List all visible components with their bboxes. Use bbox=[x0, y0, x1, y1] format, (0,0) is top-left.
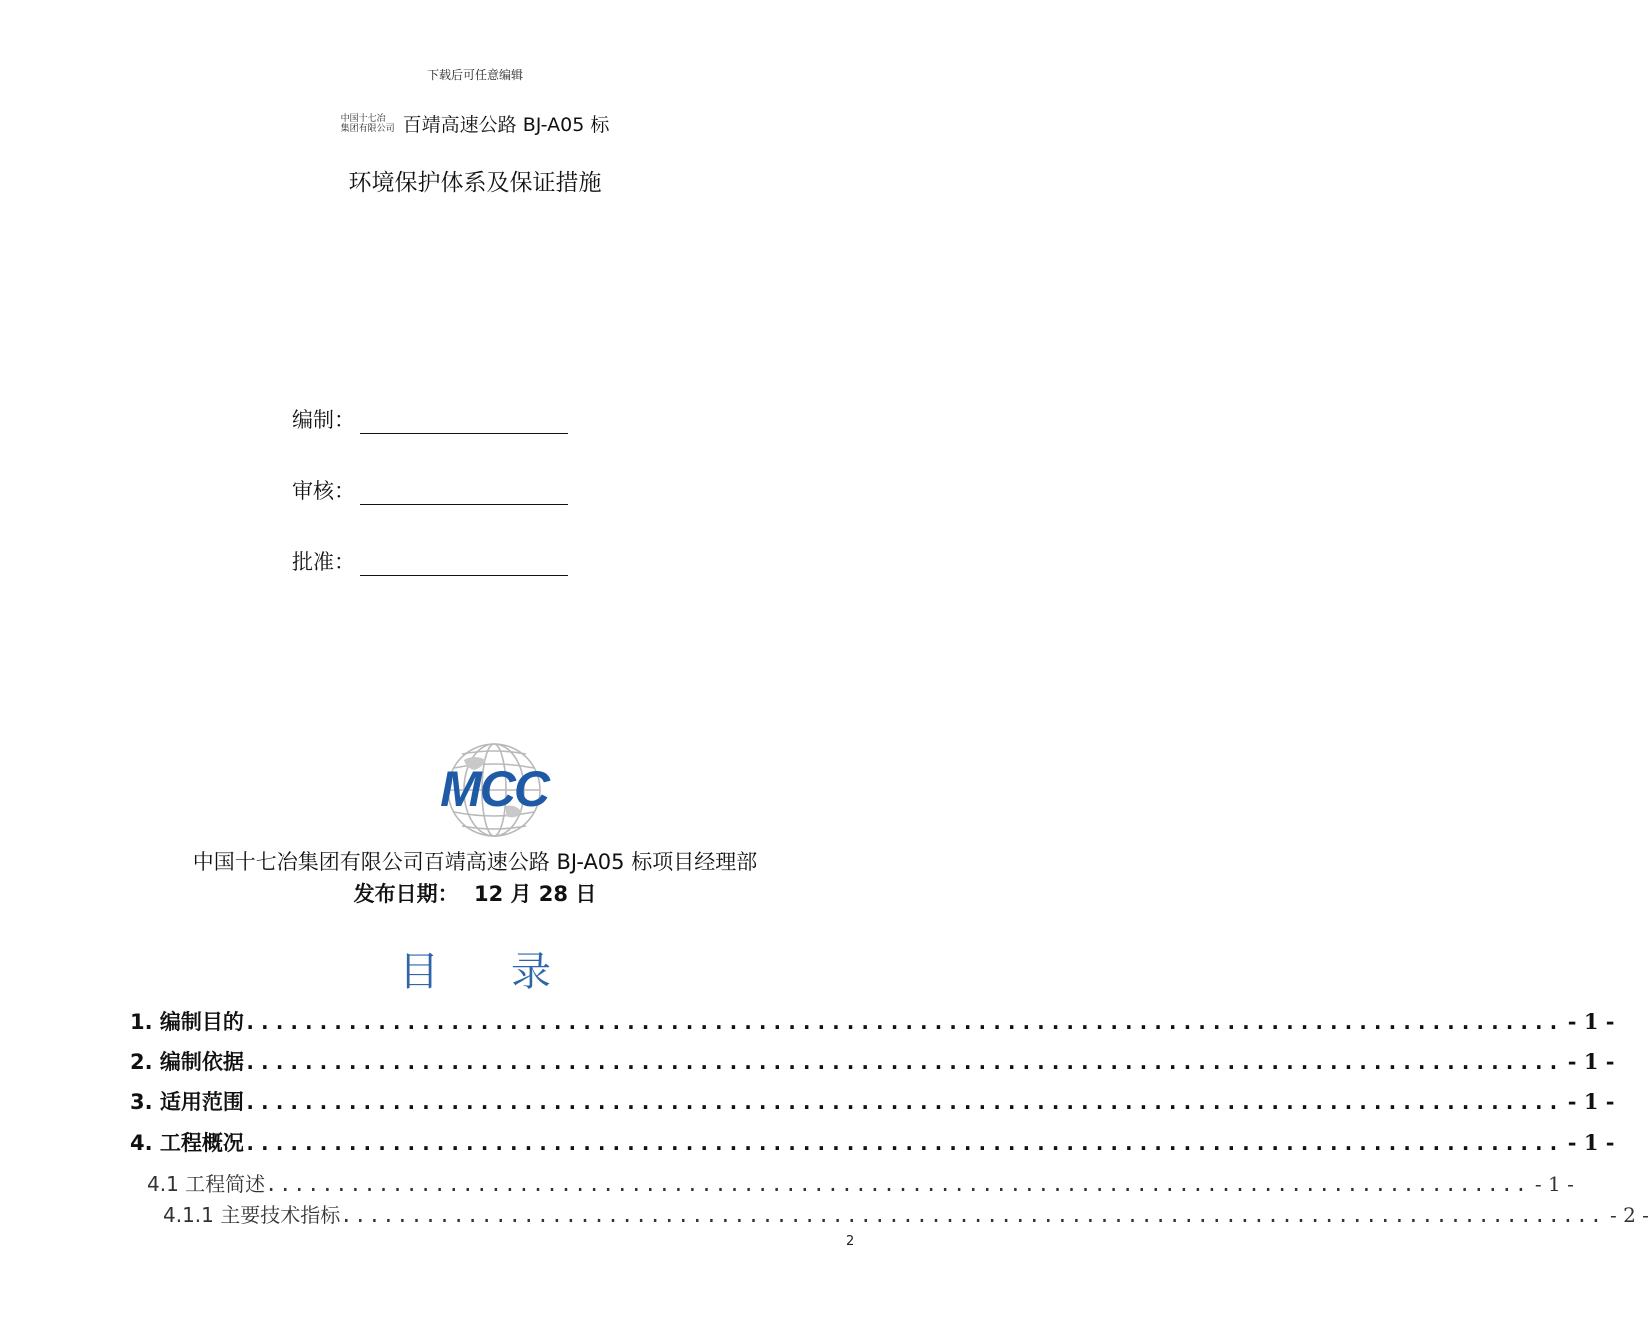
toc-entry[interactable] bbox=[130, 1046, 1615, 1076]
document-title: 环境保护体系及保证措施 bbox=[348, 170, 602, 196]
toc-entry-page: - 1 - bbox=[1534, 1172, 1574, 1196]
toc-dot-leader: .......................................................................................... bbox=[243, 1090, 1562, 1114]
toc-entry-page: - 1 - bbox=[1567, 1049, 1615, 1074]
toc-title bbox=[0, 940, 950, 997]
page-number: 2 bbox=[846, 1234, 855, 1249]
signature-label: 批准： bbox=[292, 550, 355, 574]
toc-entry[interactable] bbox=[163, 1199, 1649, 1228]
mcc-logo bbox=[414, 740, 574, 840]
toc-entry-page: - 1 - bbox=[1567, 1089, 1615, 1114]
signature-row-compile bbox=[292, 404, 568, 434]
release-date: 12 月 28 日 bbox=[473, 882, 597, 906]
project-heading: 百靖高速公路 BJ-A05 标 bbox=[402, 114, 610, 136]
company-line2: 集团有限公司 bbox=[340, 123, 395, 134]
toc-title-char: 录 bbox=[511, 949, 551, 995]
toc-entry[interactable] bbox=[130, 1006, 1615, 1036]
toc-entry[interactable] bbox=[147, 1168, 1574, 1197]
toc-entry-page: - 1 - bbox=[1567, 1130, 1615, 1155]
toc-entry-page: - 1 - bbox=[1567, 1009, 1615, 1034]
toc-dot-leader: .......................................................................................... bbox=[243, 1010, 1562, 1034]
toc-dot-leader: .......................................................................................... bbox=[243, 1050, 1562, 1074]
toc-dot-leader: .......................................................................................... bbox=[243, 1131, 1562, 1155]
signature-line bbox=[360, 411, 568, 434]
company-mini-logo bbox=[341, 114, 395, 134]
toc-entry-label: 1. 编制目的 bbox=[130, 1010, 244, 1034]
toc-entry-label: 4.1.1 主要技术指标 bbox=[163, 1203, 341, 1227]
toc-entry-label: 2. 编制依据 bbox=[130, 1050, 244, 1074]
company-line1: 中国十七冶 bbox=[340, 113, 386, 124]
toc-entry[interactable] bbox=[130, 1086, 1615, 1116]
toc-entry-label: 3. 适用范围 bbox=[130, 1090, 244, 1114]
logo-text: MCC bbox=[440, 761, 548, 817]
document-header bbox=[0, 110, 950, 137]
signature-label: 审核： bbox=[292, 479, 355, 503]
release-label: 发布日期： bbox=[353, 882, 459, 906]
toc-entry-page: - 2 - bbox=[1609, 1203, 1649, 1227]
signature-line bbox=[360, 553, 568, 576]
toc-entry[interactable] bbox=[130, 1127, 1615, 1157]
toc-entry-label: 4. 工程概况 bbox=[130, 1131, 244, 1155]
signature-label: 编制： bbox=[292, 408, 355, 432]
signature-row-review bbox=[292, 475, 568, 505]
signature-row-approve bbox=[292, 546, 568, 576]
toc-entry-label: 4.1 工程简述 bbox=[147, 1172, 266, 1196]
toc-dot-leader: .......................................................................................... bbox=[340, 1203, 1604, 1227]
release-date-line bbox=[0, 878, 950, 908]
organization-name: 中国十七冶集团有限公司百靖高速公路 BJ-A05 标项目经理部 bbox=[192, 850, 758, 874]
top-note: 下载后可任意编辑 bbox=[426, 68, 523, 82]
toc-dot-leader: .......................................................................................... bbox=[265, 1172, 1529, 1196]
signature-line bbox=[360, 482, 568, 505]
toc-title-char: 目 bbox=[399, 949, 439, 995]
